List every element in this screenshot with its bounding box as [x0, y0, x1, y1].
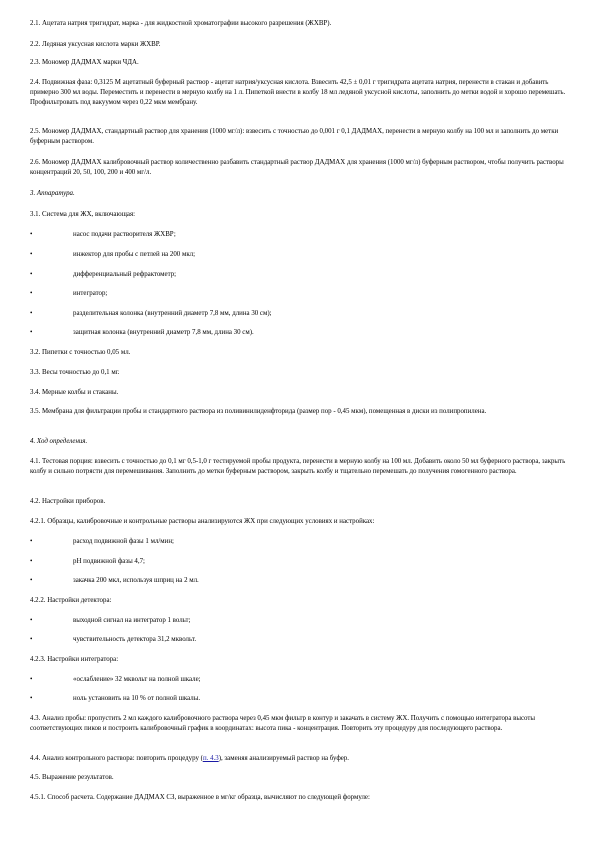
- heading-4: 4. Ход определения.: [30, 438, 88, 445]
- para-3-2: 3.2. Пипетки с точностью 0,05 мл.: [30, 349, 131, 356]
- para-2-3: 2.3. Мономер ДАДМАХ марки ЧДА.: [30, 59, 139, 66]
- bullet-icon: •: [30, 329, 33, 336]
- para-2-2: 2.2. Ледяная уксусная кислота марки ЖХВР.: [30, 41, 161, 48]
- bullet-icon: •: [30, 231, 33, 238]
- para-4-4: 4.4. Анализ контрольного раствора: повторить процедуру (п. 4.3), заменяя анализируемый раствор на буфер.: [30, 755, 350, 762]
- para-4-2-3: 4.2.3. Настройки интегратора:: [30, 656, 119, 663]
- para-3-1: 3.1. Система для ЖХ, включающая:: [30, 211, 136, 218]
- para-4-2: 4.2. Настройки приборов.: [30, 498, 106, 505]
- bullet-icon: •: [30, 538, 33, 545]
- bullet-icon: •: [30, 617, 33, 624]
- bullet-icon: •: [30, 310, 33, 317]
- para-3-4: 3.4. Мерные колбы и стаканы.: [30, 389, 119, 396]
- heading-3: 3. Аппаратура.: [30, 190, 75, 197]
- bullet-icon: •: [30, 558, 33, 565]
- para-4-2-1: 4.2.1. Образцы, калибровочные и контрольные растворы анализируются ЖХ при следующих условиях и настройках:: [30, 518, 375, 525]
- para-3-5: 3.5. Мембрана для фильтрации пробы и стандартного раствора из поливинилиденфторида (размер пор - 0,45 мкм), помещенная в диски из полипропилена.: [30, 408, 487, 415]
- bullet-icon: •: [30, 577, 33, 584]
- bullet-icon: •: [30, 695, 33, 702]
- para-4-1: 4.1. Тестовая порция: взвесить с точностью до 0,1 мг 0,5-1,0 г тестируемой пробы продукта, перенести в мерную колбу на 100 мл. Добавить около 50 мл буферного раствора, закрыть колбу и сильно потрясти для перемешивания. Заполнить до метки буферным раствором, закрыть колбу и тщательно перемешать до получения гомогенного раствора.: [30, 458, 566, 475]
- bullet-icon: •: [30, 290, 33, 297]
- para-4-3: 4.3. Анализ пробы: пропустить 2 мл каждого калибровочного раствора через 0,45 мкм фильтр в контур и закачать в систему ЖХ. Получить с помощью интегратора высоты соответствующих пиков и построить калибровочный график в координатах: высота пика - концентрация. Повторить эту процедуру для последующего раствора.: [30, 715, 536, 732]
- para-4-5-1: 4.5.1. Способ расчета. Содержание ДАДМАХ СЗ, выраженное в мг/кг образца, вычисляют по следующей формуле:: [30, 794, 370, 801]
- para-4-5: 4.5. Выражение результатов.: [30, 774, 114, 781]
- section-link-4-3[interactable]: п. 4.3: [202, 755, 219, 762]
- para-3-3: 3.3. Весы точностью до 0,1 мг.: [30, 369, 120, 376]
- bullet-icon: •: [30, 271, 33, 278]
- para-4-2-2: 4.2.2. Настройки детектора:: [30, 597, 112, 604]
- bullet-icon: •: [30, 636, 33, 643]
- bullet-icon: •: [30, 676, 33, 683]
- para-2-5: 2.5. Мономер ДАДМАХ, стандартный раствор для хранения (1000 мг/л): взвесить с точностью до 0,001 г 0,1 ДАДМАХ, перенести в мерную колбу на 100 мл и заполнить до метки буферным раствором.: [30, 128, 559, 145]
- bullet-icon: •: [30, 251, 33, 258]
- document-page: 2.1. Ацетата натрия тригидрат, марка - для жидкостной хроматографии высокого разрешения (ЖХВР). 2.2. Ледяная уксусная кислота марки ЖХВР. 2.3. Мономер ДАДМАХ марки ЧДА. 2.4. Подвижная фаза: 0,3125 М ацетатный буферный раствор - ацетат натрия/уксусная кислота. Взвесить 42,5 ± 0,01 г тригидрата ацетата натрия, перенести в стакан и добавить примерно 300 мл воды. Переместить и перенести в мерную колбу на 1 л. Пипеткой внести в колбу 18 мл ледяной уксусной кислоты, заполнить до метки водой и хорошо перемешать. Профильтровать под вакуумом через 0,22 мкм мембрану. 2.5. Мономер ДАДМАХ, стандартный раствор для хранения (1000 мг/л): взвесить с точностью до 0,001 г 0,1 ДАДМАХ, перенести в мерную колбу на 100 мл и заполнить до метки буферным раствором. 2.6. Мономер ДАДМАХ калибровочный раствор количественно разбавить стандартный раствор ДАДМАХ для хранения (1000 мг/л) буферным раствором, чтобы получить растворы концентраций 20, 50, 100, 200 и 400 мг/л. 3. Аппаратура. 3.1. Система для ЖХ, включающая: • насос подачи растворителя ЖХВР; • инжектор для пробы с петлей на 200 мкл; • дифференциальный рефрактометр; • интегратор; • разделительная колонка (внутренний диаметр 7,8 мм, длина 30 см); • защитная колонка (внутренний диаметр 7,8 мм, длина 30 см). 3.2. Пипетки с точностью 0,05 мл. 3.3. Весы точностью до 0,1 мг. 3.4. Мерные колбы и стаканы. 3.5. Мембрана для фильтрации пробы и стандартного раствора из поливинилиденфторида (размер пор - 0,45 мкм), помещенная в диски из полипропилена. 4. Ход определения. 4.1. Тестовая порция: взвесить с точностью до 0,1 мг 0,5-1,0 г тестируемой пробы продукта, перенести в мерную колбу на 100 мл. Добавить около 50 мл буферного раствора, закрыть колбу и сильно потрясти для перемешивания. Заполнить до метки буферным раствором, закрыть колбу и тщательно перемешать до получения гомогенного раствора. 4.2. Настройки приборов. 4.2.1. Образцы, калибровочные и контрольные растворы анализируются ЖХ при следующих условиях и настройках: • расход подвижной фазы 1 мл/мин; • рН подвижной фазы 4,7; • закачка 200 мкл, используя шприц на 2 мл. 4.2.2. Настройки детектора: • выходной сигнал на интегратор 1 вольт; • чувствительность детектора 31,2 мквольт. 4.2.3. Настройки интегратора: • «ослабление» 32 мквольт на полной шкале; • ноль установить на 10 % от полной шкалы. 4.3. Анализ пробы: пропустить 2 мл каждого калибровочного раствора через 0,45 мкм фильтр в контур и закачать в систему ЖХ. Получить с помощью интегратора высоты соответствующих пиков и построить калибровочный график в координатах: высота пика - концентрация. Повторить эту процедуру для последующего раствора. 4.4. Анализ контрольного раствора: повторить процедуру (п. 4.3), заменяя анализируемый раствор на буфер. 4.5. Выражение результатов. 4.5.1. Способ расчета. Содержание ДАДМАХ СЗ, выраженное в мг/кг образца, вычисляют по следующей формуле:: [0, 0, 595, 842]
- para-2-4: 2.4. Подвижная фаза: 0,3125 М ацетатный буферный раствор - ацетат натрия/уксусная кислота. Взвесить 42,5 ± 0,01 г тригидрата ацетата натрия, перенести в стакан и добавить примерно 300 мл воды. Переместить и перенести в мерную колбу на 1 л. Пипеткой внести в колбу 18 мл ледяной уксусной кислоты, заполнить до метки водой и хорошо перемешать. Профильтровать под вакуумом через 0,22 мкм мембрану.: [30, 79, 566, 106]
- para-2-6: 2.6. Мономер ДАДМАХ калибровочный раствор количественно разбавить стандартный раствор ДАДМАХ для хранения (1000 мг/л) буферным раствором, чтобы получить растворы концентраций 20, 50, 100, 200 и 400 мг/л.: [30, 159, 564, 176]
- para-2-1: 2.1. Ацетата натрия тригидрат, марка - для жидкостной хроматографии высокого разрешения (ЖХВР).: [30, 20, 332, 27]
